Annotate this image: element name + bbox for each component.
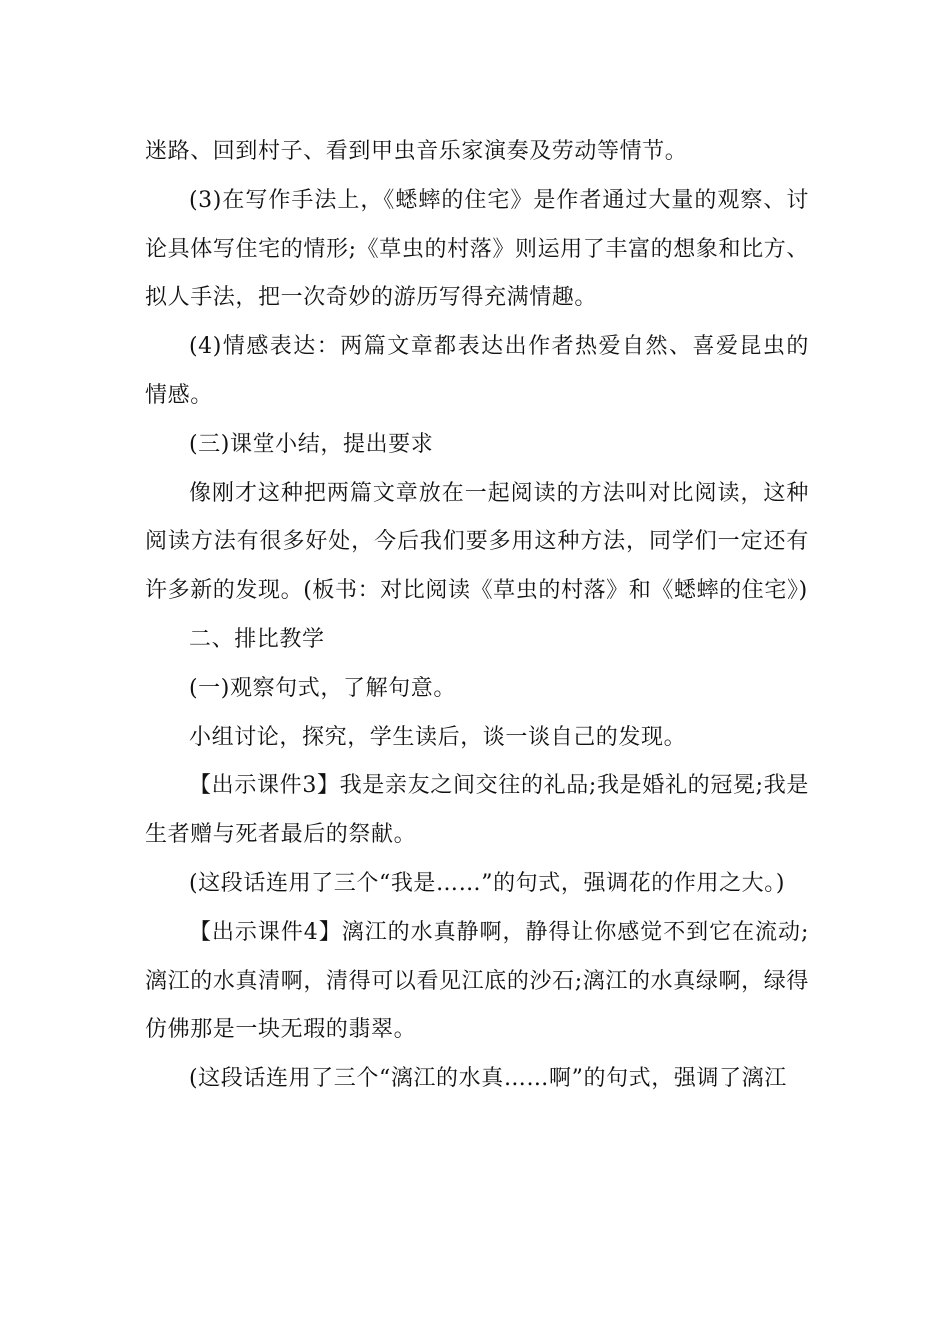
section-heading: (一)观察句式，了解句意。 (189, 675, 456, 701)
paragraph: 小组讨论，探究，学生读后，谈一谈自己的发现。 (189, 724, 687, 750)
paragraph: 【出示课件4】漓江的水真静啊，静得让你感觉不到它在流动;漓江的水真清啊，清得可以看见江底的沙石;漓江的水真绿啊，绿得仿佛那是一块无瑕的翡翠。 (145, 919, 809, 1043)
paragraph: (这段话连用了三个“我是……”的句式，强调花的作用之大。) (189, 870, 786, 896)
paragraph: (3)在写作手法上，《蟋蟀的住宅》是作者通过大量的观察、讨论具体写住宅的情形;《草虫的村落》则运用了丰富的想象和比方、拟人手法，把一次奇妙的游历写得充满情趣。 (145, 187, 809, 311)
paragraph: (这段话连用了三个“漓江的水真……啊”的句式，强调了漓江 (189, 1066, 787, 1092)
paragraph: 迷路、回到村子、看到甲虫音乐家演奏及劳动等情节。 (145, 139, 688, 164)
section-heading: 二、排比教学 (189, 626, 325, 652)
paragraph: 像刚才这种把两篇文章放在一起阅读的方法叫对比阅读，这种阅读方法有很多好处，今后我们要多用这种方法，同学们一定还有许多新的发现。(板书：对比阅读《草虫的村落》和《蟋蟀的住宅》) (145, 480, 809, 604)
document-body (145, 128, 809, 1104)
section-heading: (三)课堂小结，提出要求 (189, 431, 434, 457)
paragraph: 【出示课件3】我是亲友之间交往的礼品;我是婚礼的冠冕;我是生者赠与死者最后的祭献。 (145, 773, 809, 848)
paragraph: (4)情感表达：两篇文章都表达出作者热爱自然、喜爱昆虫的情感。 (145, 334, 809, 408)
